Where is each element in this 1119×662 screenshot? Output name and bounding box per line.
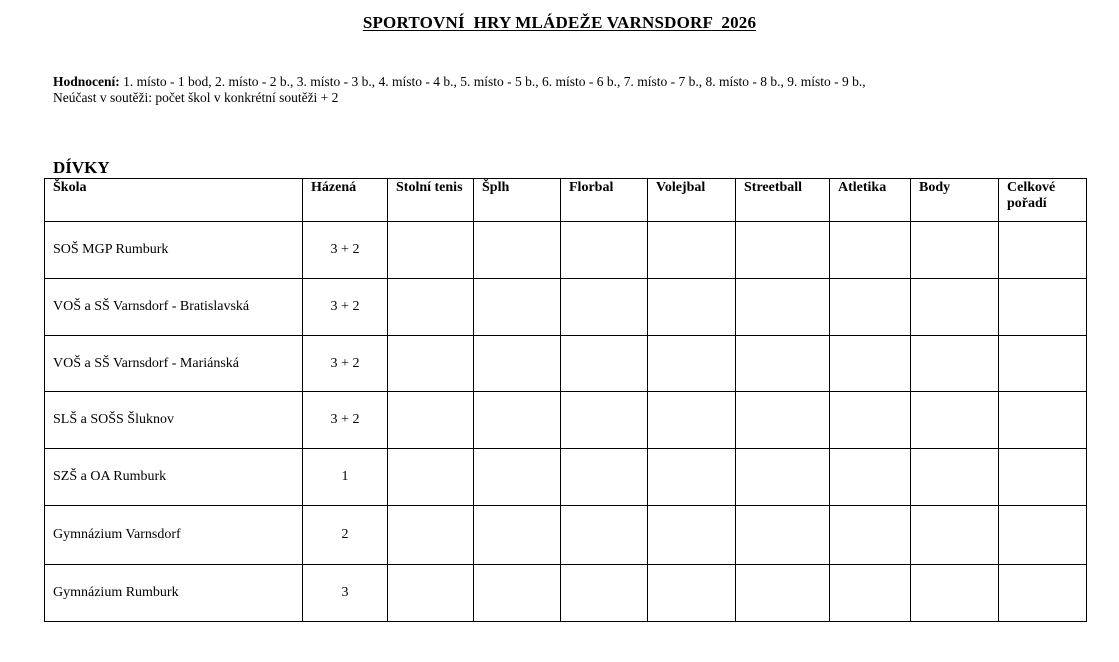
- score-atletika: [830, 279, 911, 336]
- score-florbal: [561, 449, 648, 506]
- scoring-label: Hodnocení:: [53, 74, 120, 89]
- score-hazena: 3 + 2: [303, 392, 388, 449]
- score-splh: [474, 565, 561, 622]
- school-name: Gymnázium Rumburk: [45, 565, 303, 622]
- score-volejbal: [648, 336, 736, 392]
- score-streetball: [736, 392, 830, 449]
- school-name: SZŠ a OA Rumburk: [45, 449, 303, 506]
- score-splh: [474, 222, 561, 279]
- score-streetball: [736, 336, 830, 392]
- score-hazena: 3 + 2: [303, 279, 388, 336]
- score-body: [911, 336, 999, 392]
- school-name: VOŠ a SŠ Varnsdorf - Bratislavská: [45, 279, 303, 336]
- score-splh: [474, 392, 561, 449]
- score-celkove-poradi: [999, 279, 1087, 336]
- score-celkove-poradi: [999, 336, 1087, 392]
- score-hazena: 1: [303, 449, 388, 506]
- score-volejbal: [648, 449, 736, 506]
- score-atletika: [830, 222, 911, 279]
- score-stolni-tenis: [388, 506, 474, 565]
- school-name: Gymnázium Varnsdorf: [45, 506, 303, 565]
- score-celkove-poradi: [999, 222, 1087, 279]
- table-row: [45, 565, 1087, 622]
- header-celkove-poradi: Celkové pořadí: [999, 179, 1087, 222]
- score-volejbal: [648, 392, 736, 449]
- score-florbal: [561, 392, 648, 449]
- score-celkove-poradi: [999, 449, 1087, 506]
- score-hazena: 3 + 2: [303, 336, 388, 392]
- score-stolni-tenis: [388, 222, 474, 279]
- score-splh: [474, 336, 561, 392]
- score-body: [911, 565, 999, 622]
- header-volejbal: Volejbal: [648, 179, 736, 222]
- score-body: [911, 506, 999, 565]
- score-splh: [474, 449, 561, 506]
- header-florbal: Florbal: [561, 179, 648, 222]
- score-hazena: 3 + 2: [303, 222, 388, 279]
- score-streetball: [736, 565, 830, 622]
- header-streetball: Streetball: [736, 179, 830, 222]
- school-name: SOŠ MGP Rumburk: [45, 222, 303, 279]
- score-atletika: [830, 392, 911, 449]
- score-streetball: [736, 506, 830, 565]
- header-stolni-tenis: Stolní tenis: [388, 179, 474, 222]
- table-row: [45, 506, 1087, 565]
- header-skola: Škola: [45, 179, 303, 222]
- scoring-absence-rule: Neúčast v soutěži: počet škol v konkrétní soutěži + 2: [53, 90, 339, 105]
- score-volejbal: [648, 279, 736, 336]
- scoring-text: 1. místo - 1 bod, 2. místo - 2 b., 3. místo - 3 b., 4. místo - 4 b., 5. místo - 5 b., 6. místo - 6 b., 7. místo - 7 b., 8. místo - 8 b., 9. místo - 9 b.,: [119, 74, 866, 89]
- table-header-row: [45, 179, 1087, 222]
- score-celkove-poradi: [999, 506, 1087, 565]
- score-celkove-poradi: [999, 565, 1087, 622]
- score-stolni-tenis: [388, 449, 474, 506]
- score-celkove-poradi: [999, 392, 1087, 449]
- table-row: [45, 449, 1087, 506]
- results-table: [44, 178, 1087, 622]
- score-florbal: [561, 565, 648, 622]
- score-atletika: [830, 449, 911, 506]
- header-hazena: Házená: [303, 179, 388, 222]
- header-splh: Šplh: [474, 179, 561, 222]
- school-name: VOŠ a SŠ Varnsdorf - Mariánská: [45, 336, 303, 392]
- score-streetball: [736, 222, 830, 279]
- score-volejbal: [648, 222, 736, 279]
- score-stolni-tenis: [388, 565, 474, 622]
- score-body: [911, 392, 999, 449]
- score-streetball: [736, 449, 830, 506]
- score-splh: [474, 279, 561, 336]
- score-florbal: [561, 222, 648, 279]
- scoring-rules: [53, 74, 1103, 106]
- section-heading: DÍVKY: [53, 158, 110, 177]
- score-volejbal: [648, 506, 736, 565]
- score-stolni-tenis: [388, 392, 474, 449]
- score-hazena: 3: [303, 565, 388, 622]
- score-atletika: [830, 336, 911, 392]
- table-row: [45, 392, 1087, 449]
- score-streetball: [736, 279, 830, 336]
- score-florbal: [561, 506, 648, 565]
- score-body: [911, 279, 999, 336]
- score-florbal: [561, 336, 648, 392]
- header-body: Body: [911, 179, 999, 222]
- table-row: [45, 336, 1087, 392]
- school-name: SLŠ a SOŠS Šluknov: [45, 392, 303, 449]
- table-row: [45, 222, 1087, 279]
- table-row: [45, 279, 1087, 336]
- score-hazena: 2: [303, 506, 388, 565]
- page-title: SPORTOVNÍ HRY MLÁDEŽE VARNSDORF 2026: [362, 13, 757, 32]
- score-florbal: [561, 279, 648, 336]
- score-body: [911, 222, 999, 279]
- header-atletika: Atletika: [830, 179, 911, 222]
- score-body: [911, 449, 999, 506]
- score-stolni-tenis: [388, 336, 474, 392]
- score-splh: [474, 506, 561, 565]
- score-stolni-tenis: [388, 279, 474, 336]
- score-atletika: [830, 506, 911, 565]
- score-atletika: [830, 565, 911, 622]
- score-volejbal: [648, 565, 736, 622]
